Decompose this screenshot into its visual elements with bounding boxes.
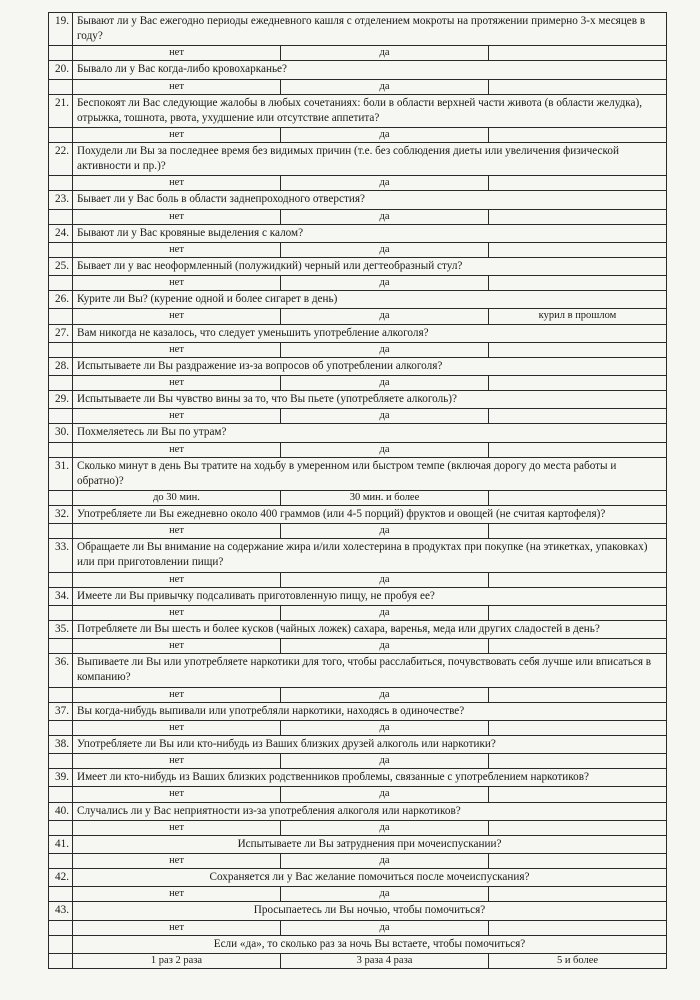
answer-option-1[interactable]: нет (73, 572, 281, 587)
answer-option-3[interactable] (489, 79, 667, 94)
question-row (49, 654, 667, 687)
answer-row (49, 209, 667, 224)
answer-option-3[interactable] (489, 409, 667, 424)
question-text: Вам никогда не казалось, что следует уменьшить употребление алкоголя? (73, 324, 667, 342)
answer-option-2[interactable]: да (281, 209, 489, 224)
answer-option-1[interactable]: нет (73, 442, 281, 457)
answer-spacer (49, 442, 73, 457)
question-number: 23. (49, 191, 73, 209)
answer-option-1[interactable]: нет (73, 853, 281, 868)
answer-spacer (49, 490, 73, 505)
question-number: 30. (49, 424, 73, 442)
question-row (49, 191, 667, 209)
answer-option-1[interactable]: нет (73, 524, 281, 539)
answer-option-1[interactable]: нет (73, 820, 281, 835)
answer-option-3[interactable] (489, 375, 667, 390)
answer-row (49, 127, 667, 142)
answer-spacer (49, 242, 73, 257)
answer-option-1[interactable]: нет (73, 605, 281, 620)
answer-option-1[interactable]: нет (73, 687, 281, 702)
answer-row (49, 572, 667, 587)
answer-spacer (49, 375, 73, 390)
question-row (49, 357, 667, 375)
answer-spacer (49, 79, 73, 94)
answer-option-2[interactable]: да (281, 853, 489, 868)
answer-option-2[interactable]: да (281, 176, 489, 191)
answer-option-1[interactable]: нет (73, 639, 281, 654)
answer-option-2[interactable]: да (281, 242, 489, 257)
question-number: 28. (49, 357, 73, 375)
answer-option-1[interactable]: нет (73, 375, 281, 390)
question-number: 31. (49, 457, 73, 490)
answer-spacer (49, 639, 73, 654)
question-number: 26. (49, 291, 73, 309)
answer-option-3[interactable] (489, 524, 667, 539)
answer-option-3[interactable] (489, 442, 667, 457)
question-number: 24. (49, 224, 73, 242)
answer-option-1[interactable]: нет (73, 409, 281, 424)
answer-row (49, 242, 667, 257)
question-row (49, 506, 667, 524)
followup-answer-row (49, 953, 667, 968)
answer-option-1[interactable]: нет (73, 209, 281, 224)
question-text: Похмеляетесь ли Вы по утрам? (73, 424, 667, 442)
question-row (49, 424, 667, 442)
answer-row (49, 787, 667, 802)
answer-spacer (49, 687, 73, 702)
question-number: 22. (49, 143, 73, 176)
answer-option-1[interactable]: нет (73, 242, 281, 257)
answer-option-3[interactable] (489, 887, 667, 902)
answer-spacer (49, 127, 73, 142)
answer-option-3[interactable] (489, 853, 667, 868)
answer-row (49, 79, 667, 94)
answer-row (49, 920, 667, 935)
followup-row (49, 935, 667, 953)
question-row (49, 587, 667, 605)
question-text: Имеете ли Вы привычку подсаливать приготовленную пищу, не пробуя ее? (73, 587, 667, 605)
answer-spacer (49, 605, 73, 620)
answer-option-1[interactable]: нет (73, 887, 281, 902)
answer-option-3[interactable] (489, 754, 667, 769)
question-row (49, 539, 667, 572)
answer-spacer (49, 887, 73, 902)
answer-option-3[interactable] (489, 639, 667, 654)
question-text: Бывают ли у Вас кровяные выделения с калом? (73, 224, 667, 242)
question-row (49, 258, 667, 276)
answer-row (49, 754, 667, 769)
question-number: 20. (49, 61, 73, 79)
questionnaire-table (48, 12, 667, 969)
question-text: Бывает ли у Вас боль в области заднепроходного отверстия? (73, 191, 667, 209)
question-number: 37. (49, 702, 73, 720)
answer-option-1[interactable]: нет (73, 754, 281, 769)
answer-row (49, 342, 667, 357)
question-text: Бывало ли у Вас когда-либо кровохарканье? (73, 61, 667, 79)
answer-option-2[interactable]: да (281, 572, 489, 587)
answer-row (49, 46, 667, 61)
answer-spacer (49, 524, 73, 539)
answer-option-3[interactable] (489, 342, 667, 357)
question-number: 34. (49, 587, 73, 605)
question-text: Беспокоят ли Вас следующие жалобы в любых сочетаниях: боли в области верхней части живота (в области желудка), отрыжка, тошнота, рвота, ухудшение или отсутствие аппетита? (73, 94, 667, 127)
question-text: Бывает ли у вас неоформленный (полужидкий) черный или дегтеобразный стул? (73, 258, 667, 276)
answer-option-2[interactable]: да (281, 820, 489, 835)
answer-option-1[interactable]: нет (73, 46, 281, 61)
answer-option-3[interactable] (489, 242, 667, 257)
question-number: 43. (49, 902, 73, 920)
question-number: 33. (49, 539, 73, 572)
question-number: 38. (49, 736, 73, 754)
answer-option-3[interactable] (489, 127, 667, 142)
question-row (49, 802, 667, 820)
answer-row (49, 887, 667, 902)
answer-spacer (49, 787, 73, 802)
answer-option-3[interactable] (489, 605, 667, 620)
answer-spacer (49, 820, 73, 835)
question-number: 19. (49, 13, 73, 46)
answer-option-2[interactable]: да (281, 342, 489, 357)
answer-option-1[interactable]: нет (73, 176, 281, 191)
question-text: Выпиваете ли Вы или употребляете наркотики для того, чтобы расслабиться, почувствовать себя лучше или вписаться в компанию? (73, 654, 667, 687)
answer-option-3[interactable] (489, 572, 667, 587)
question-text: Употребляете ли Вы ежедневно около 400 граммов (или 4-5 порций) фруктов и овощей (не считая картофеля)? (73, 506, 667, 524)
question-row (49, 94, 667, 127)
question-row (49, 702, 667, 720)
answer-option-3[interactable] (489, 687, 667, 702)
question-row (49, 224, 667, 242)
answer-option-1[interactable]: нет (73, 127, 281, 142)
question-text: Потребляете ли Вы шесть и более кусков (чайных ложек) сахара, варенья, меда или других сладостей в день? (73, 621, 667, 639)
answer-option-1[interactable]: нет (73, 276, 281, 291)
question-number: 42. (49, 869, 73, 887)
answer-option-2[interactable]: да (281, 687, 489, 702)
question-row (49, 143, 667, 176)
question-row (49, 13, 667, 46)
answer-spacer (49, 276, 73, 291)
answer-option-2[interactable]: да (281, 524, 489, 539)
answer-option-2[interactable]: да (281, 720, 489, 735)
answer-spacer (49, 409, 73, 424)
question-number: 35. (49, 621, 73, 639)
question-row (49, 457, 667, 490)
answer-row (49, 442, 667, 457)
question-number: 29. (49, 391, 73, 409)
question-text: Имеет ли кто-нибудь из Ваших близких родственников проблемы, связанные с употреблением наркотиков? (73, 769, 667, 787)
answer-row (49, 605, 667, 620)
answer-option-2[interactable]: да (281, 276, 489, 291)
answer-row (49, 524, 667, 539)
answer-option-3[interactable] (489, 720, 667, 735)
answer-option-2[interactable]: да (281, 887, 489, 902)
answer-option-2[interactable]: да (281, 442, 489, 457)
question-text: Сохраняется ли у Вас желание помочиться после мочеиспускания? (73, 869, 667, 887)
question-number: 21. (49, 94, 73, 127)
answer-spacer (49, 920, 73, 935)
answer-spacer (49, 342, 73, 357)
question-number: 39. (49, 769, 73, 787)
answer-option-1[interactable]: нет (73, 79, 281, 94)
question-text: Испытываете ли Вы чувство вины за то, что Вы пьете (употребляете алкоголь)? (73, 391, 667, 409)
followup-option-2[interactable]: 3 раза 4 раза (281, 953, 489, 968)
answer-option-3[interactable]: курил в прошлом (489, 309, 667, 324)
question-number: 36. (49, 654, 73, 687)
answer-row (49, 639, 667, 654)
answer-row (49, 176, 667, 191)
followup-option-1[interactable]: 1 раз 2 раза (73, 953, 281, 968)
question-text: Испытываете ли Вы затруднения при мочеиспускании? (73, 835, 667, 853)
question-text: Испытываете ли Вы раздражение из-за вопросов об употреблении алкоголя? (73, 357, 667, 375)
answer-option-3[interactable] (489, 820, 667, 835)
answer-option-1[interactable]: нет (73, 309, 281, 324)
question-row (49, 902, 667, 920)
answer-option-3[interactable] (489, 209, 667, 224)
answer-option-1[interactable]: нет (73, 720, 281, 735)
question-number: 40. (49, 802, 73, 820)
answer-spacer (49, 720, 73, 735)
answer-row (49, 853, 667, 868)
question-row (49, 324, 667, 342)
answer-spacer (49, 309, 73, 324)
question-number: 25. (49, 258, 73, 276)
followup-spacer (49, 935, 73, 953)
answer-option-2[interactable]: да (281, 754, 489, 769)
answer-row (49, 720, 667, 735)
followup-option-3[interactable]: 5 и более (489, 953, 667, 968)
answer-spacer (49, 572, 73, 587)
answer-option-3[interactable] (489, 787, 667, 802)
question-text: Просыпаетесь ли Вы ночью, чтобы помочиться? (73, 902, 667, 920)
question-row (49, 835, 667, 853)
answer-option-3[interactable] (489, 46, 667, 61)
question-row (49, 769, 667, 787)
question-row (49, 391, 667, 409)
answer-option-1[interactable]: нет (73, 920, 281, 935)
answer-option-3[interactable] (489, 920, 667, 935)
answer-row (49, 687, 667, 702)
question-number: 41. (49, 835, 73, 853)
question-row (49, 736, 667, 754)
question-text: Сколько минут в день Вы тратите на ходьбу в умеренном или быстром темпе (включая дорогу до места работы и обратно)? (73, 457, 667, 490)
question-row (49, 869, 667, 887)
answer-option-2[interactable]: да (281, 46, 489, 61)
answer-option-3[interactable] (489, 490, 667, 505)
answer-option-2[interactable]: да (281, 309, 489, 324)
followup-question: Если «да», то сколько раз за ночь Вы встаете, чтобы помочиться? (73, 935, 667, 953)
question-text: Употребляете ли Вы или кто-нибудь из Ваших близких друзей алкоголь или наркотики? (73, 736, 667, 754)
answer-option-1[interactable]: нет (73, 787, 281, 802)
answer-option-3[interactable] (489, 276, 667, 291)
answer-option-1[interactable]: до 30 мин. (73, 490, 281, 505)
answer-row (49, 375, 667, 390)
question-text: Случались ли у Вас неприятности из-за употребления алкоголя или наркотиков? (73, 802, 667, 820)
question-number: 27. (49, 324, 73, 342)
question-row (49, 621, 667, 639)
answer-option-1[interactable]: нет (73, 342, 281, 357)
answer-spacer (49, 853, 73, 868)
question-text: Курите ли Вы? (курение одной и более сигарет в день) (73, 291, 667, 309)
answer-spacer (49, 46, 73, 61)
answer-option-2[interactable]: да (281, 409, 489, 424)
question-text: Похудели ли Вы за последнее время без видимых причин (т.е. без соблюдения диеты или увеличения физической активности и пр.)? (73, 143, 667, 176)
answer-spacer (49, 176, 73, 191)
question-text: Обращаете ли Вы внимание на содержание жира и/или холестерина в продуктах при покупке (на этикетках, упаковках) или при приготовлении пищи? (73, 539, 667, 572)
answer-row (49, 820, 667, 835)
followup-answer-spacer (49, 953, 73, 968)
answer-option-3[interactable] (489, 176, 667, 191)
question-text: Вы когда-нибудь выпивали или употребляли наркотики, находясь в одиночестве? (73, 702, 667, 720)
answer-row (49, 276, 667, 291)
answer-spacer (49, 209, 73, 224)
answer-option-2[interactable]: да (281, 920, 489, 935)
answer-option-2[interactable]: да (281, 787, 489, 802)
question-text: Бывают ли у Вас ежегодно периоды ежедневного кашля с отделением мокроты на протяжении примерно 3-х месяцев в году? (73, 13, 667, 46)
question-row (49, 291, 667, 309)
question-number: 32. (49, 506, 73, 524)
answer-option-2[interactable]: да (281, 375, 489, 390)
answer-option-2[interactable]: 30 мин. и более (281, 490, 489, 505)
question-row (49, 61, 667, 79)
answer-spacer (49, 754, 73, 769)
answer-option-2[interactable]: да (281, 605, 489, 620)
answer-option-2[interactable]: да (281, 79, 489, 94)
answer-row (49, 409, 667, 424)
answer-row (49, 490, 667, 505)
answer-option-2[interactable]: да (281, 127, 489, 142)
answer-row (49, 309, 667, 324)
answer-option-2[interactable]: да (281, 639, 489, 654)
